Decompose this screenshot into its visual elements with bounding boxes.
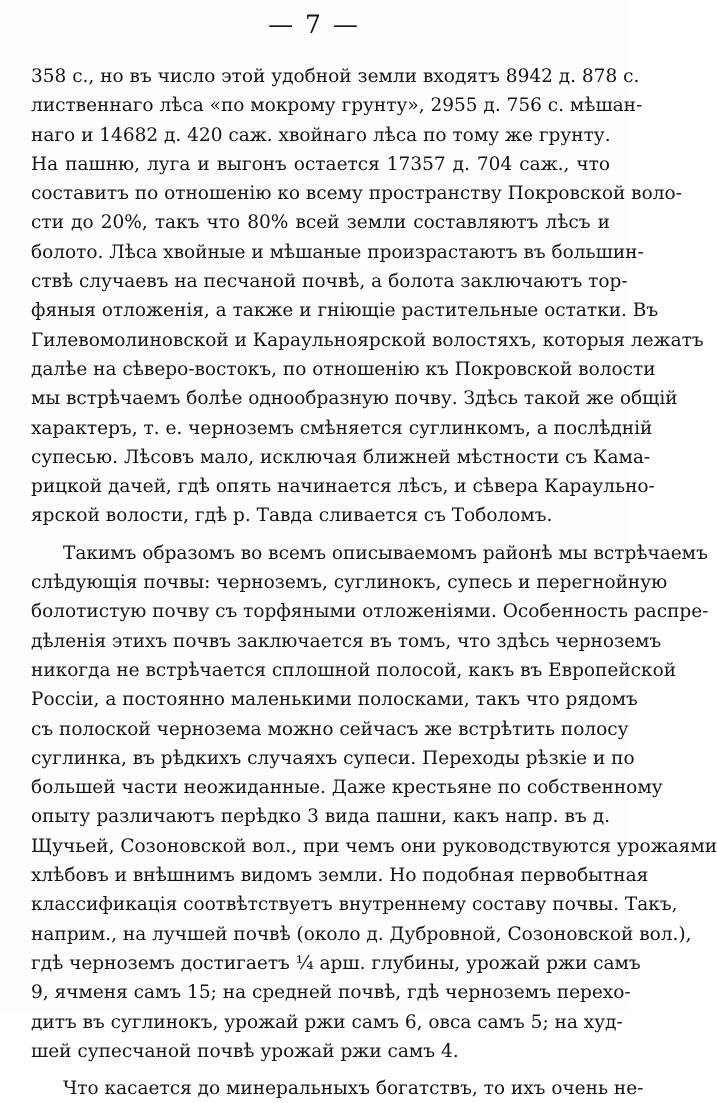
text-line: никогда не встрѣчается сплошной полосой, какъ въ Европейской <box>31 659 677 681</box>
text-line: наприм., на лучшей почвѣ (около д. Дубровной, Созоновской вол.), <box>31 923 692 945</box>
paragraph-1 <box>31 62 704 531</box>
text-line: супесью. Лѣсовъ мало, исключая ближней мѣстности съ Кама- <box>31 446 651 468</box>
text-line: съ полоской чернозема можно сейчасъ же встрѣтить полосу <box>31 718 629 740</box>
text-line: Россіи, а постоянно маленькими полосками, такъ что рядомъ <box>31 689 638 711</box>
text-line: суглинка, въ рѣдкихъ случаяхъ супеси. Переходы рѣзкіе и по <box>31 747 635 769</box>
text-line: 9, ячменя самъ 15; на средней почвѣ, гдѣ черноземъ перехо- <box>31 982 631 1004</box>
paragraph-3 <box>31 1074 644 1103</box>
text-line: рицкой дачей, гдѣ опять начинается лѣсъ, и сѣвера Караульно- <box>31 476 655 498</box>
text-line: фяныя отложенія, а также и гніющіе растительные остатки. Въ <box>31 300 659 322</box>
body-text <box>31 62 717 1103</box>
text-line: шей супесчаной почвѣ урожай ржи самъ 4. <box>31 1040 459 1062</box>
paragraph-gap <box>31 531 610 539</box>
page-number: — 7 — <box>268 10 360 39</box>
text-line: характеръ, т. е. черноземъ смѣняется суглинкомъ, а послѣдній <box>31 417 653 439</box>
text-line: далѣе на сѣверо-востокъ, по отношенію къ Покровской волости <box>31 358 656 380</box>
text-line: Гилевомолиновской и Караульноярской волостяхъ, которыя лежатъ <box>31 329 704 351</box>
text-line: опыту различаютъ перѣдко 3 вида пашни, какъ напр. въ д. <box>31 806 610 828</box>
text-line: составитъ по отношенію ко всему пространству Покровской воло- <box>31 183 682 205</box>
text-line: хлѣбовъ и внѣшнимъ видомъ земли. Но подобная первобытная <box>31 865 649 887</box>
text-line: ярской волости, гдѣ р. Тавда сливается съ Тоболомъ. <box>31 505 553 527</box>
text-line: 358 с., но въ число этой удобной земли входятъ 8942 д. 878 с. <box>31 66 640 87</box>
text-line: наго и 14682 д. 420 саж. хвойнаго лѣса по тому же грунту. <box>31 124 611 146</box>
text-line: болото. Лѣса хвойные и мѣшаные произрастаютъ въ большин- <box>31 241 644 263</box>
text-line: классификація соотвѣтствуетъ внутреннему составу почвы. Такъ, <box>31 894 678 916</box>
paragraph-gap <box>31 1066 610 1074</box>
paragraph-2 <box>31 539 717 1066</box>
text-line: гдѣ черноземъ достигаетъ ¼ арш. глубины, урожай ржи самъ <box>31 952 641 974</box>
text-line: мы встрѣчаемъ болѣе однообразную почву. Здѣсь такой же общій <box>31 388 678 410</box>
text-line: дитъ въ суглинокъ, урожай ржи самъ 6, овса самъ 5; на худ- <box>31 1011 623 1033</box>
text-line: Что касается до минеральныхъ богатствъ, то ихъ очень не- <box>63 1078 644 1100</box>
text-line: лиственнаго лѣса «по мокрому грунту», 2955 д. 756 с. мѣшан- <box>31 95 643 117</box>
text-line: Щучьей, Созоновской вол., при чемъ они руководствуются урожаями <box>31 835 717 857</box>
text-line: слѣдующія почвы: черноземъ, суглинокъ, супесь и перегнойную <box>31 572 668 594</box>
text-line: Такимъ образомъ во всемъ описываемомъ районѣ мы встрѣчаемъ <box>63 542 708 564</box>
text-line: На пашню, луга и выгонъ остается 17357 д. 704 саж., что <box>31 153 610 175</box>
text-line: болотистую почву съ торфяными отложеніями. Особенность распре- <box>31 601 709 623</box>
text-line: большей части неожиданные. Даже крестьяне по собственному <box>31 777 663 799</box>
text-line: дѣленія этихъ почвъ заключается въ томъ, что здѣсь черноземъ <box>31 630 662 652</box>
text-line: ствѣ случаевъ на песчаной почвѣ, а болота заключаютъ тор- <box>31 271 628 293</box>
text-line: сти до 20%, такъ что 80% всей земли составляютъ лѣсъ и <box>31 212 610 234</box>
